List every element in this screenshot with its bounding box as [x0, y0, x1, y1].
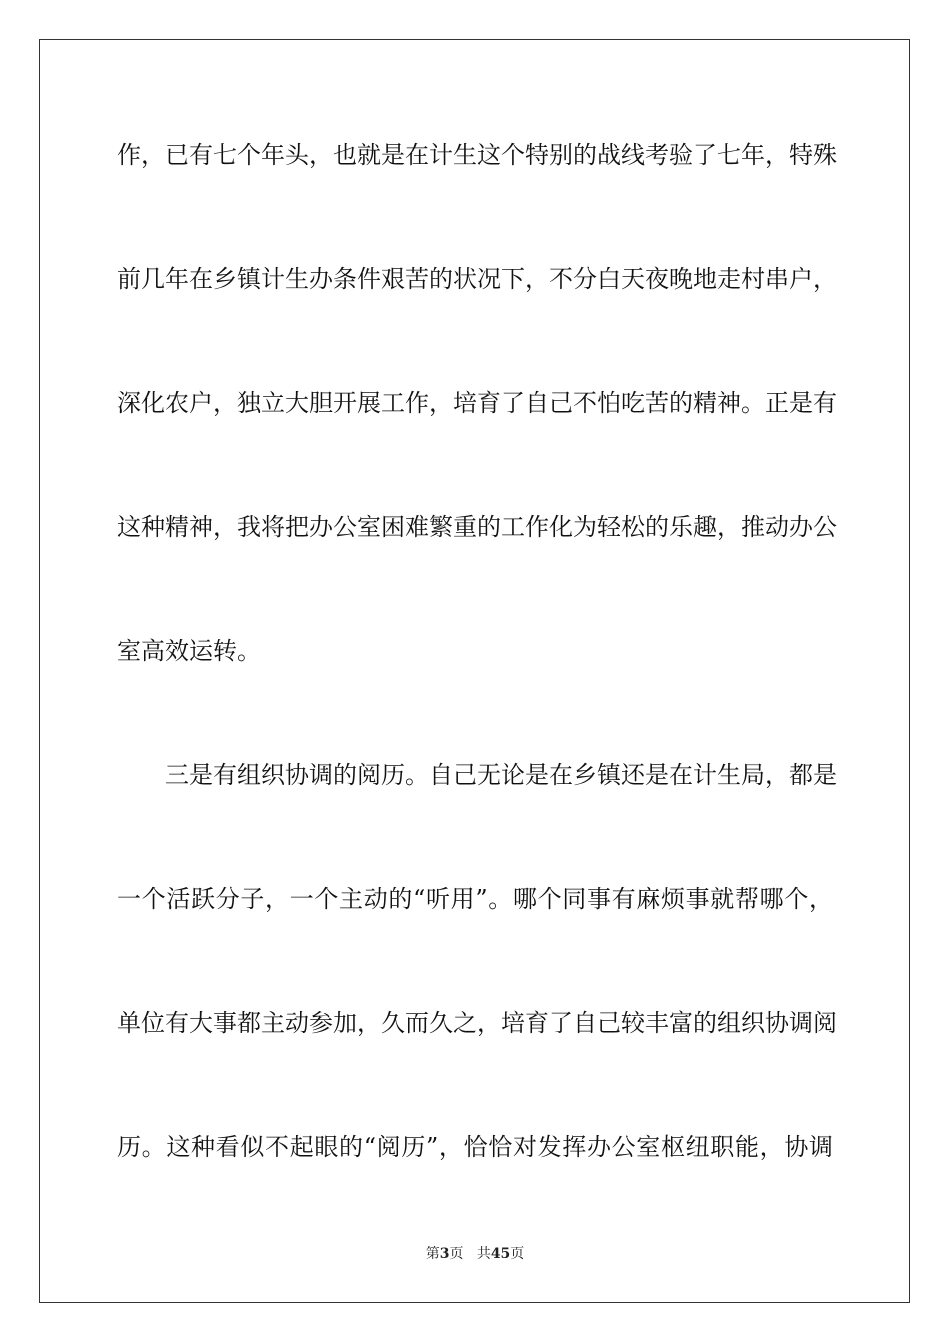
page-suffix: 页 [449, 1246, 464, 1262]
text-line-9: 历。这种看似不起眼的“阅历”，恰恰对发挥办公室枢纽职能，协调 [117, 1133, 833, 1161]
text-line-7: 一个活跃分子，一个主动的“听用”。哪个同事有麻烦事就帮哪个， [117, 885, 833, 913]
total-suffix: 页 [510, 1246, 525, 1262]
page-prefix: 第 [425, 1246, 440, 1262]
text-line-3: 深化农户，独立大胆开展工作，培育了自己不怕吃苦的精神。正是有 [117, 389, 837, 417]
total-pages: 45 [490, 1246, 511, 1262]
text-line-2: 前几年在乡镇计生办条件艰苦的状况下，不分白天夜晚地走村串户， [117, 265, 837, 293]
page-number: 3 [439, 1246, 450, 1262]
text-line-5: 室高效运转。 [117, 637, 261, 665]
page-border [39, 39, 910, 1303]
text-line-6: 三是有组织协调的阅历。自己无论是在乡镇还是在计生局，都是 [165, 761, 837, 789]
text-line-8: 单位有大事都主动参加，久而久之，培育了自己较丰富的组织协调阅 [117, 1009, 837, 1037]
total-prefix: 共 [476, 1246, 491, 1262]
text-line-4: 这种精神，我将把办公室困难繁重的工作化为轻松的乐趣，推动办公 [117, 513, 837, 541]
page-footer [0, 1245, 950, 1263]
text-line-1: 作，已有七个年头，也就是在计生这个特别的战线考验了七年，特殊 [117, 141, 837, 169]
